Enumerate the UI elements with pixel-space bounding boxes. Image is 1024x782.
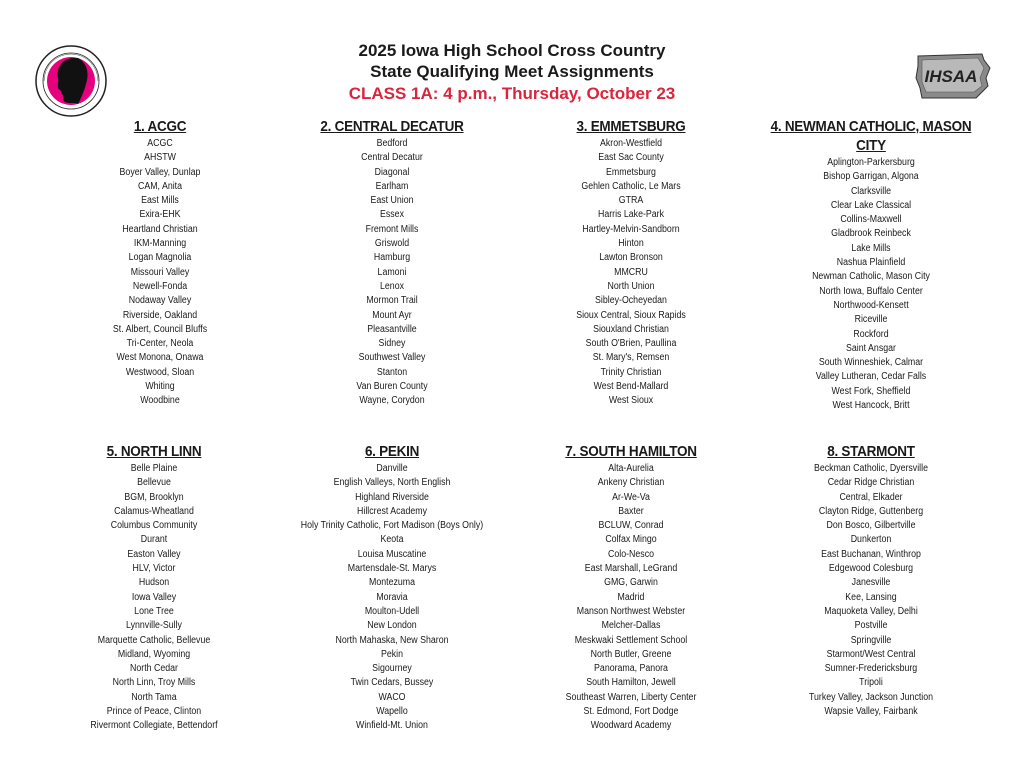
list-item: St. Albert, Council Bluffs — [112, 323, 208, 335]
site-heading: 5. NORTH LINN — [106, 443, 202, 460]
list-item: Beckman Catholic, Dyersville — [814, 463, 928, 474]
list-item: Collins-Maxwell — [840, 214, 902, 226]
list-item: Lenox — [380, 280, 404, 292]
list-item: Bedford — [376, 138, 408, 149]
list-item: Mormon Trail — [366, 295, 418, 307]
list-item: Valley Lutheran, Cedar Falls — [815, 371, 927, 383]
list-item: Sigourney — [372, 663, 412, 675]
list-item: North Cedar — [130, 663, 178, 675]
ighsau-logo-icon — [34, 44, 108, 118]
list-item: East Buchanan, Winthrop — [821, 548, 921, 560]
site-heading: 4. NEWMAN CATHOLIC, MASON CITY — [770, 118, 972, 154]
list-item: Siouxland Christian — [593, 323, 669, 335]
list-item: Ankeny Christian — [597, 477, 665, 489]
list-item: Diagonal — [374, 166, 410, 178]
list-item: North Mahaska, New Sharon — [335, 634, 449, 646]
list-item: West Sioux — [608, 395, 654, 407]
list-item: North Tama — [131, 691, 177, 703]
list-item: New London — [367, 620, 417, 632]
list-item: Danville — [376, 463, 408, 474]
list-item: Cedar Ridge Christian — [827, 477, 915, 489]
list-item: Edgewood Colesburg — [828, 563, 914, 575]
list-item: East Mills — [141, 195, 179, 207]
list-item: Hudson — [138, 577, 170, 589]
list-item: East Sac County — [598, 152, 664, 164]
list-item: Newell-Fonda — [132, 280, 188, 292]
site-block — [272, 442, 512, 734]
ihsaa-logo-text: IHSAA — [924, 67, 978, 86]
list-item: Northwood-Kensett — [833, 299, 909, 311]
list-item: Pekin — [380, 648, 403, 660]
list-item: West Bend-Mallard — [593, 381, 669, 393]
list-item: Easton Valley — [127, 548, 181, 560]
list-item: South O'Brien, Paullina — [585, 338, 677, 350]
list-item: Tripoli — [859, 677, 883, 689]
list-item: Keota — [380, 534, 404, 546]
list-item: South Hamilton, Jewell — [586, 677, 676, 689]
list-item: Emmetsburg — [606, 166, 656, 178]
list-item: Woodward Academy — [590, 720, 672, 732]
site-block — [749, 442, 993, 719]
list-item: GTRA — [618, 195, 644, 207]
list-item: Whiting — [145, 381, 175, 393]
list-item: Baxter — [618, 505, 644, 517]
site-heading: 1. ACGC — [133, 118, 187, 135]
list-item: Woodbine — [140, 395, 180, 407]
list-item: Holy Trinity Catholic, Fort Madison (Boys Only) — [300, 520, 484, 532]
list-item: MMCRU — [614, 266, 648, 278]
list-item: Bishop Garrigan, Algona — [823, 171, 919, 183]
list-item: Southeast Warren, Liberty Center — [565, 691, 697, 703]
list-item: Hartley-Melvin-Sandborn — [582, 223, 680, 235]
list-item: Van Buren County — [356, 381, 428, 393]
list-item: Lone Tree — [134, 605, 174, 617]
list-item: Madrid — [617, 591, 645, 603]
site-heading: 3. EMMETSBURG — [576, 118, 686, 135]
list-item: Clear Lake Classical — [830, 199, 912, 211]
list-item: Pleasantville — [367, 323, 417, 335]
page-header — [0, 40, 1024, 104]
list-item: Stanton — [376, 366, 408, 378]
list-item: Lynnville-Sully — [126, 620, 182, 632]
list-item: Martensdale-St. Marys — [347, 563, 437, 575]
list-item: Panorama, Panora — [594, 663, 668, 675]
list-item: ACGC — [147, 138, 173, 149]
list-item: Maquoketa Valley, Delhi — [824, 605, 918, 617]
list-item: Iowa Valley — [131, 591, 177, 603]
list-item: Gladbrook Reinbeck — [831, 228, 911, 240]
list-item: Highland Riverside — [355, 491, 429, 503]
list-item: Moulton-Udell — [364, 605, 420, 617]
list-item: Missouri Valley — [130, 266, 190, 278]
list-item: Colfax Mingo — [605, 534, 657, 546]
list-item: Lawton Bronson — [599, 252, 663, 264]
list-item: Mount Ayr — [372, 309, 412, 321]
list-item: Alta-Aurelia — [608, 463, 654, 474]
list-item: GMG, Garwin — [604, 577, 658, 589]
list-item: English Valleys, North English — [333, 477, 451, 489]
list-item: Montezuma — [369, 577, 415, 589]
list-item: Sibley-Ocheyedan — [595, 295, 667, 307]
list-item: Southwest Valley — [358, 352, 426, 364]
class-time-subtitle: CLASS 1A: 4 p.m., Thursday, October 23 — [348, 84, 676, 103]
list-item: Melcher-Dallas — [601, 620, 661, 632]
list-item: St. Mary's, Remsen — [592, 352, 670, 364]
list-item: Gehlen Catholic, Le Mars — [581, 180, 681, 192]
list-item: Louisa Muscatine — [357, 548, 427, 560]
list-item: Wapello — [376, 706, 408, 718]
site-block — [272, 117, 512, 409]
list-item: West Monona, Onawa — [116, 352, 204, 364]
site-heading: 2. CENTRAL DECATUR — [320, 118, 464, 135]
site-block — [511, 117, 751, 409]
list-item: CAM, Anita — [137, 180, 183, 192]
list-item: West Fork, Sheffield — [831, 385, 911, 397]
list-item: HLV, Victor — [132, 563, 176, 575]
list-item: Belle Plaine — [130, 463, 178, 474]
list-item: Sidney — [378, 338, 406, 350]
list-item: Harris Lake-Park — [597, 209, 665, 221]
list-item: BGM, Brooklyn — [124, 491, 184, 503]
list-item: Starmont/West Central — [826, 648, 916, 660]
list-item: Hamburg — [373, 252, 411, 264]
list-item: Westwood, Sloan — [125, 366, 195, 378]
list-item: Hillcrest Academy — [357, 505, 427, 517]
list-item: Meskwaki Settlement School — [574, 634, 688, 646]
list-item: Heartland Christian — [122, 223, 198, 235]
list-item: IKM-Manning — [133, 238, 187, 250]
list-item: Bellevue — [137, 477, 171, 489]
list-item: Tri-Center, Neola — [126, 338, 194, 350]
list-item: Trinity Christian — [600, 366, 662, 378]
site-heading: 8. STARMONT — [827, 443, 915, 460]
site-block — [511, 442, 751, 734]
school-list — [749, 156, 993, 413]
school-list — [34, 462, 274, 734]
list-item: North Butler, Greene — [590, 648, 672, 660]
list-item: Riverside, Oakland — [122, 309, 198, 321]
list-item: Rivermont Collegiate, Bettendorf — [90, 720, 218, 732]
list-item: Newman Catholic, Mason City — [812, 271, 930, 283]
ihsaa-logo-icon — [914, 50, 992, 102]
list-item: East Union — [370, 195, 414, 207]
list-item: Calamus-Wheatland — [114, 505, 194, 517]
list-item: Don Bosco, Gilbertville — [826, 520, 916, 532]
list-item: Riceville — [854, 314, 888, 326]
list-item: Winfield-Mt. Union — [356, 720, 428, 732]
page-title-line1: 2025 Iowa High School Cross Country — [358, 41, 666, 60]
list-item: Earlham — [375, 180, 409, 192]
list-item: AHSTW — [144, 152, 176, 164]
list-item: Nodaway Valley — [128, 295, 192, 307]
list-item: Wayne, Corydon — [359, 395, 425, 407]
list-item: Postville — [854, 620, 888, 632]
list-item: Midland, Wyoming — [117, 648, 191, 660]
list-item: Akron-Westfield — [600, 138, 662, 149]
list-item: North Linn, Troy Mills — [112, 677, 196, 689]
list-item: Turkey Valley, Jackson Junction — [808, 691, 934, 703]
list-item: Springville — [850, 634, 892, 646]
list-item: Clayton Ridge, Guttenberg — [818, 505, 924, 517]
list-item: Sumner-Fredericksburg — [824, 663, 918, 675]
list-item: Griswold — [374, 238, 410, 250]
site-heading: 6. PEKIN — [364, 443, 420, 460]
school-list — [272, 462, 512, 734]
list-item: Aplington-Parkersburg — [827, 157, 915, 168]
list-item: St. Edmond, Fort Dodge — [583, 706, 679, 718]
list-item: Dunkerton — [850, 534, 892, 546]
list-item: WACO — [378, 691, 406, 703]
list-item: Prince of Peace, Clinton — [106, 706, 202, 718]
list-item: Marquette Catholic, Bellevue — [97, 634, 211, 646]
page-title-line2: State Qualifying Meet Assignments — [370, 62, 654, 81]
list-item: Saint Ansgar — [846, 342, 896, 354]
list-item: Fremont Mills — [365, 223, 419, 235]
school-list — [511, 137, 751, 409]
site-block — [34, 442, 274, 734]
list-item: Central, Elkader — [839, 491, 903, 503]
list-item: Logan Magnolia — [128, 252, 192, 264]
list-item: Lake Mills — [851, 242, 891, 254]
list-item: North Iowa, Buffalo Center — [819, 285, 923, 297]
school-list — [511, 462, 751, 734]
list-item: Durant — [140, 534, 168, 546]
list-item: Boyer Valley, Dunlap — [119, 166, 201, 178]
list-item: BCLUW, Conrad — [598, 520, 664, 532]
list-item: Nashua Plainfield — [836, 257, 906, 269]
list-item: Clarksville — [850, 185, 892, 197]
list-item: Exira-EHK — [139, 209, 181, 221]
list-item: Manson Northwest Webster — [576, 605, 686, 617]
list-item: Hinton — [618, 238, 644, 250]
list-item: Colo-Nesco — [608, 548, 654, 560]
list-item: South Winneshiek, Calmar — [818, 357, 924, 369]
list-item: North Union — [607, 280, 655, 292]
site-block — [40, 117, 280, 409]
list-item: Central Decatur — [361, 152, 423, 164]
list-item: East Marshall, LeGrand — [584, 563, 678, 575]
school-list — [40, 137, 280, 409]
list-item: Janesville — [851, 577, 891, 589]
list-item: Lamoni — [377, 266, 407, 278]
school-list — [272, 137, 512, 409]
site-heading: 7. SOUTH HAMILTON — [565, 443, 697, 460]
list-item: West Hancock, Britt — [832, 400, 910, 412]
list-item: Columbus Community — [110, 520, 198, 532]
school-list — [749, 462, 993, 719]
site-block — [749, 117, 993, 413]
list-item: Rockford — [853, 328, 889, 340]
list-item: Sioux Central, Sioux Rapids — [576, 309, 686, 321]
list-item: Ar-We-Va — [612, 491, 650, 503]
list-item: Twin Cedars, Bussey — [350, 677, 434, 689]
list-item: Essex — [380, 209, 404, 221]
list-item: Wapsie Valley, Fairbank — [824, 706, 918, 718]
list-item: Kee, Lansing — [845, 591, 897, 603]
list-item: Moravia — [376, 591, 408, 603]
